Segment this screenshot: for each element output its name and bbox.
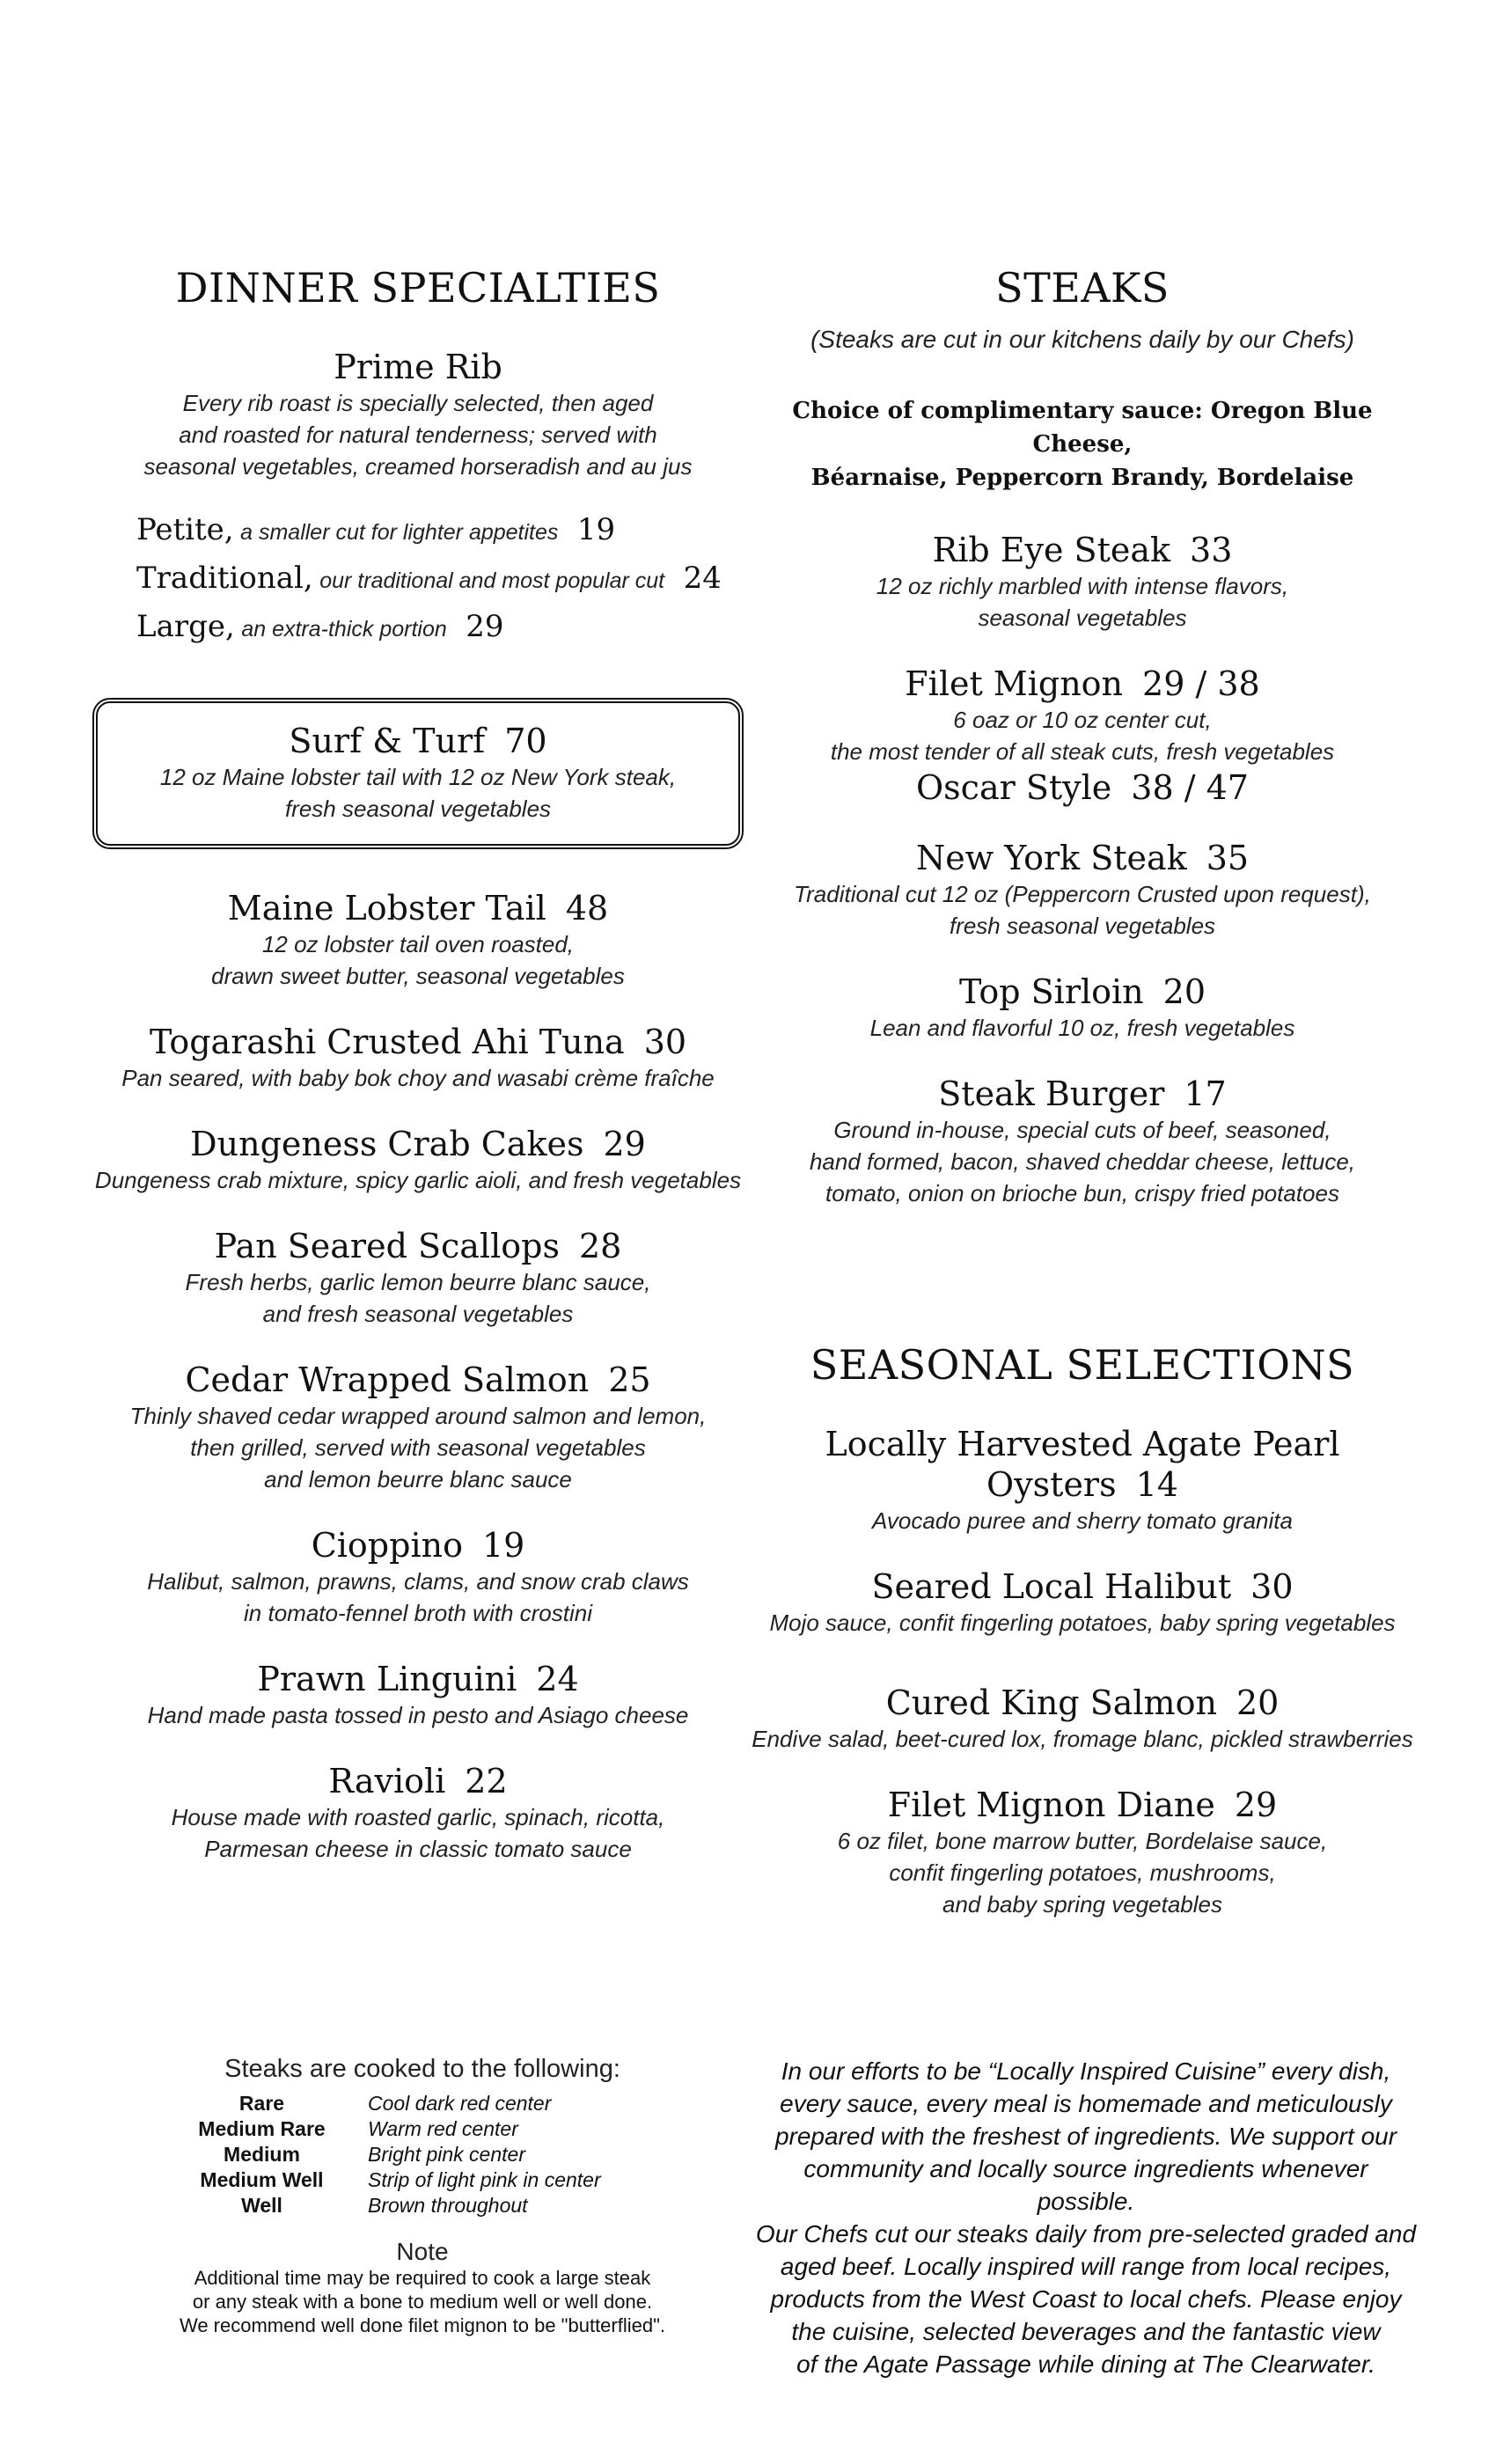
menu-item — [92, 1124, 744, 1196]
steak-item — [748, 664, 1417, 808]
surf-and-turf-name — [98, 721, 738, 761]
option-desc: a smaller cut for lighter appetites — [240, 520, 559, 545]
item-price: 25 — [608, 1360, 651, 1399]
item-name — [92, 1360, 744, 1400]
item-desc: 6 oaz or 10 oz center cut, the most tender of all steak cuts, fresh vegetables — [830, 707, 1335, 765]
item-price: 35 — [1206, 839, 1250, 877]
steaks-title: STEAKS — [995, 264, 1170, 312]
item-title: Filet Mignon — [905, 664, 1124, 703]
surf-and-turf-desc: 12 oz Maine lobster tail with 12 oz New York steak, fresh seasonal vegetables — [159, 764, 677, 822]
option-price: 29 — [466, 609, 504, 644]
item-desc: Mojo sauce, confit fingerling potatoes, baby spring vegetables — [769, 1610, 1396, 1636]
doneness-level: Medium — [224, 2143, 300, 2166]
item-desc: 12 oz lobster tail oven roasted, drawn sweet butter, seasonal vegetables — [211, 931, 625, 989]
doneness-level: Rare — [238, 2092, 285, 2115]
item-desc: Ground in-house, special cuts of beef, seasoned, hand formed, bacon, shaved cheddar cheese, lettuce, tomato, onion on brioche bun, crispy fried potatoes — [809, 1117, 1356, 1206]
doneness-row — [172, 2142, 601, 2167]
item-name — [748, 1424, 1417, 1505]
menu-item — [92, 1659, 744, 1731]
steak-item — [748, 972, 1417, 1044]
item-name — [92, 1022, 744, 1062]
prime-rib-option — [136, 555, 744, 604]
item-desc: Endive salad, beet-cured lox, fromage blanc, pickled strawberries — [752, 1726, 1413, 1752]
note-title: Note — [396, 2238, 449, 2265]
item-desc: Lean and flavorful 10 oz, fresh vegetables — [869, 1015, 1295, 1041]
item-title: Locally Harvested Agate Pearl Oysters — [825, 1425, 1340, 1504]
item-name — [748, 1785, 1417, 1825]
item-title: Filet Mignon Diane — [887, 1786, 1215, 1824]
item-name — [748, 1566, 1417, 1607]
prime-rib-option — [136, 507, 744, 555]
prime-rib-desc: Every rib roast is specially selected, then aged and roasted for natural tenderness; served with seasonal vegetables, creamed horseradish and au jus — [143, 390, 693, 480]
option-desc: an extra-thick portion — [241, 617, 447, 642]
menu-item — [92, 1022, 744, 1094]
item-desc: House made with roasted garlic, spinach, ricotta, Parmesan cheese in classic tomato sauce — [171, 1804, 665, 1862]
item-price: 48 — [565, 889, 609, 928]
item-price: 29 — [1234, 1786, 1278, 1824]
dinner-specialties-column — [92, 264, 744, 1865]
item-price: 17 — [1184, 1074, 1227, 1113]
seasonal-item — [748, 1785, 1417, 1920]
item-title: Seared Local Halibut — [871, 1567, 1232, 1606]
doneness-level: Medium Rare — [198, 2117, 326, 2140]
doneness-desc: Bright pink center — [368, 2143, 525, 2166]
item-name — [748, 1683, 1417, 1723]
item-price: 30 — [1250, 1567, 1294, 1606]
item-title: Cedar Wrapped Salmon — [185, 1360, 590, 1399]
item-title: Pan Seared Scallops — [214, 1227, 560, 1265]
option-name: Traditional, — [136, 561, 313, 596]
note-text: Additional time may be required to cook a large steak or any steak with a bone to medium well or well done. We recommend well done filet mignon to be "butterflied". — [179, 2267, 666, 2336]
doneness-desc: Strip of light pink in center — [368, 2168, 601, 2191]
item-name — [92, 1761, 744, 1801]
item-desc: Fresh herbs, garlic lemon beurre blanc sauce, and fresh seasonal vegetables — [185, 1269, 651, 1327]
doneness-guide — [141, 2055, 704, 2337]
steak-item — [748, 838, 1417, 942]
prime-rib-name: Prime Rib — [334, 348, 502, 386]
item-title: Surf & Turf — [289, 722, 486, 760]
item-price: 70 — [504, 722, 547, 760]
option-desc: our traditional and most popular cut — [319, 568, 665, 593]
menu-item — [92, 1226, 744, 1330]
item-price: 20 — [1236, 1683, 1280, 1722]
item-price: 29 / 38 — [1142, 664, 1260, 703]
doneness-row — [172, 2193, 601, 2218]
doneness-row — [172, 2091, 601, 2116]
dinner-specialties-title: DINNER SPECIALTIES — [175, 264, 661, 312]
item-desc: Avocado puree and sherry tomato granita — [872, 1507, 1293, 1534]
doneness-desc: Cool dark red center — [368, 2092, 552, 2115]
item-price: 29 — [603, 1125, 646, 1163]
steaks-subtitle: (Steaks are cut in our kitchens daily by our Chefs) — [810, 326, 1354, 353]
item-desc: 12 oz richly marbled with intense flavors, seasonal vegetables — [876, 573, 1289, 631]
option-name: Large, — [136, 609, 235, 644]
item-name — [748, 530, 1417, 570]
item-desc: Hand made pasta tossed in pesto and Asiago cheese — [147, 1702, 689, 1728]
item-desc: Dungeness crab mixture, spicy garlic aioli, and fresh vegetables — [94, 1167, 742, 1193]
steak-item — [748, 1074, 1417, 1209]
option-name: Petite, — [136, 512, 234, 547]
item-title: Ravioli — [328, 1762, 446, 1800]
doneness-heading: Steaks are cooked to the following: — [224, 2055, 620, 2083]
item-title: Steak Burger — [938, 1074, 1165, 1113]
item-price: 22 — [465, 1762, 508, 1800]
item-title: New York Steak — [915, 839, 1187, 877]
locally-inspired-statement: In our efforts to be “Locally Inspired Cuisine” every dish, every sauce, every meal is homemade and meticulously prepared with the freshest of ingredients. We support our community and locally source ingredients whenever possible. Our Chefs cut our steaks daily from pre-selected graded and aged beef. Locally inspired will range from local recipes, products from the West Coast to local chefs. Please enjoy the cuisine, selected beverages and the fantastic view of the Agate Passage while dining at The Clearwater. — [755, 2057, 1417, 2378]
menu-item — [92, 1761, 744, 1865]
prime-rib-options — [92, 507, 744, 652]
item-title: Togarashi Crusted Ahi Tuna — [149, 1023, 625, 1061]
item-name — [748, 1074, 1417, 1114]
item-price: 24 — [536, 1660, 579, 1698]
item-desc: Traditional cut 12 oz (Peppercorn Crusted upon request), fresh seasonal vegetables — [794, 881, 1371, 939]
prime-rib-option — [136, 604, 744, 652]
item-title: Prawn Linguini — [257, 1660, 517, 1698]
item-price: 20 — [1162, 972, 1206, 1011]
option-price: 24 — [683, 561, 722, 596]
steak-item — [748, 530, 1417, 634]
item-name — [92, 1124, 744, 1164]
item-name — [92, 888, 744, 928]
item-title: Dungeness Crab Cakes — [190, 1125, 584, 1163]
item-title: Top Sirloin — [958, 972, 1144, 1011]
sauce-choice: Choice of complimentary sauce: Oregon Blue Cheese, Béarnaise, Peppercorn Brandy, Bordelaise — [792, 398, 1373, 491]
item-title: Rib Eye Steak — [932, 531, 1171, 569]
item-name — [748, 972, 1417, 1012]
doneness-row — [172, 2116, 601, 2142]
doneness-desc: Warm red center — [368, 2117, 518, 2140]
item-desc: Thinly shaved cedar wrapped around salmon and lemon, then grilled, served with seasonal vegetables and lemon beurre blanc sauce — [129, 1403, 707, 1492]
item-desc: Pan seared, with baby bok choy and wasabi crème fraîche — [121, 1065, 715, 1091]
item-price: 19 — [481, 1526, 525, 1565]
item-desc: 6 oz filet, bone marrow butter, Bordelaise sauce, confit fingerling potatoes, mushrooms, and baby spring vegetables — [837, 1828, 1328, 1918]
doneness-desc: Brown throughout — [368, 2194, 528, 2217]
prime-rib-item — [92, 347, 744, 652]
seasonal-item — [748, 1683, 1417, 1755]
steaks-column — [748, 264, 1417, 1920]
item-desc: Halibut, salmon, prawns, clams, and snow crab claws in tomato-fennel broth with crostini — [147, 1568, 689, 1626]
item-name — [748, 838, 1417, 878]
item-title: Oscar Style — [916, 768, 1112, 807]
item-title: Cioppino — [311, 1526, 463, 1565]
item-name — [92, 1525, 744, 1566]
item-price: 30 — [643, 1023, 687, 1061]
seasonal-selections-title: SEASONAL SELECTIONS — [810, 1341, 1355, 1389]
doneness-row — [172, 2167, 601, 2193]
item-title: Maine Lobster Tail — [227, 889, 546, 928]
doneness-table — [172, 2091, 601, 2218]
menu-item — [92, 1360, 744, 1495]
item-price: 38 / 47 — [1131, 768, 1249, 807]
oscar-style — [748, 767, 1417, 808]
item-price: 33 — [1190, 531, 1233, 569]
item-name — [748, 664, 1417, 704]
doneness-level: Well — [241, 2194, 282, 2217]
seasonal-item — [748, 1566, 1417, 1639]
surf-and-turf-box — [92, 698, 744, 849]
doneness-level: Medium Well — [200, 2168, 324, 2191]
menu-item — [92, 888, 744, 992]
item-name — [92, 1226, 744, 1266]
item-price: 14 — [1135, 1465, 1178, 1504]
menu-item — [92, 1525, 744, 1629]
item-price: 28 — [578, 1227, 622, 1265]
item-title: Cured King Salmon — [885, 1683, 1217, 1722]
item-name — [92, 1659, 744, 1699]
option-price: 19 — [576, 512, 616, 547]
seasonal-item — [748, 1424, 1417, 1536]
